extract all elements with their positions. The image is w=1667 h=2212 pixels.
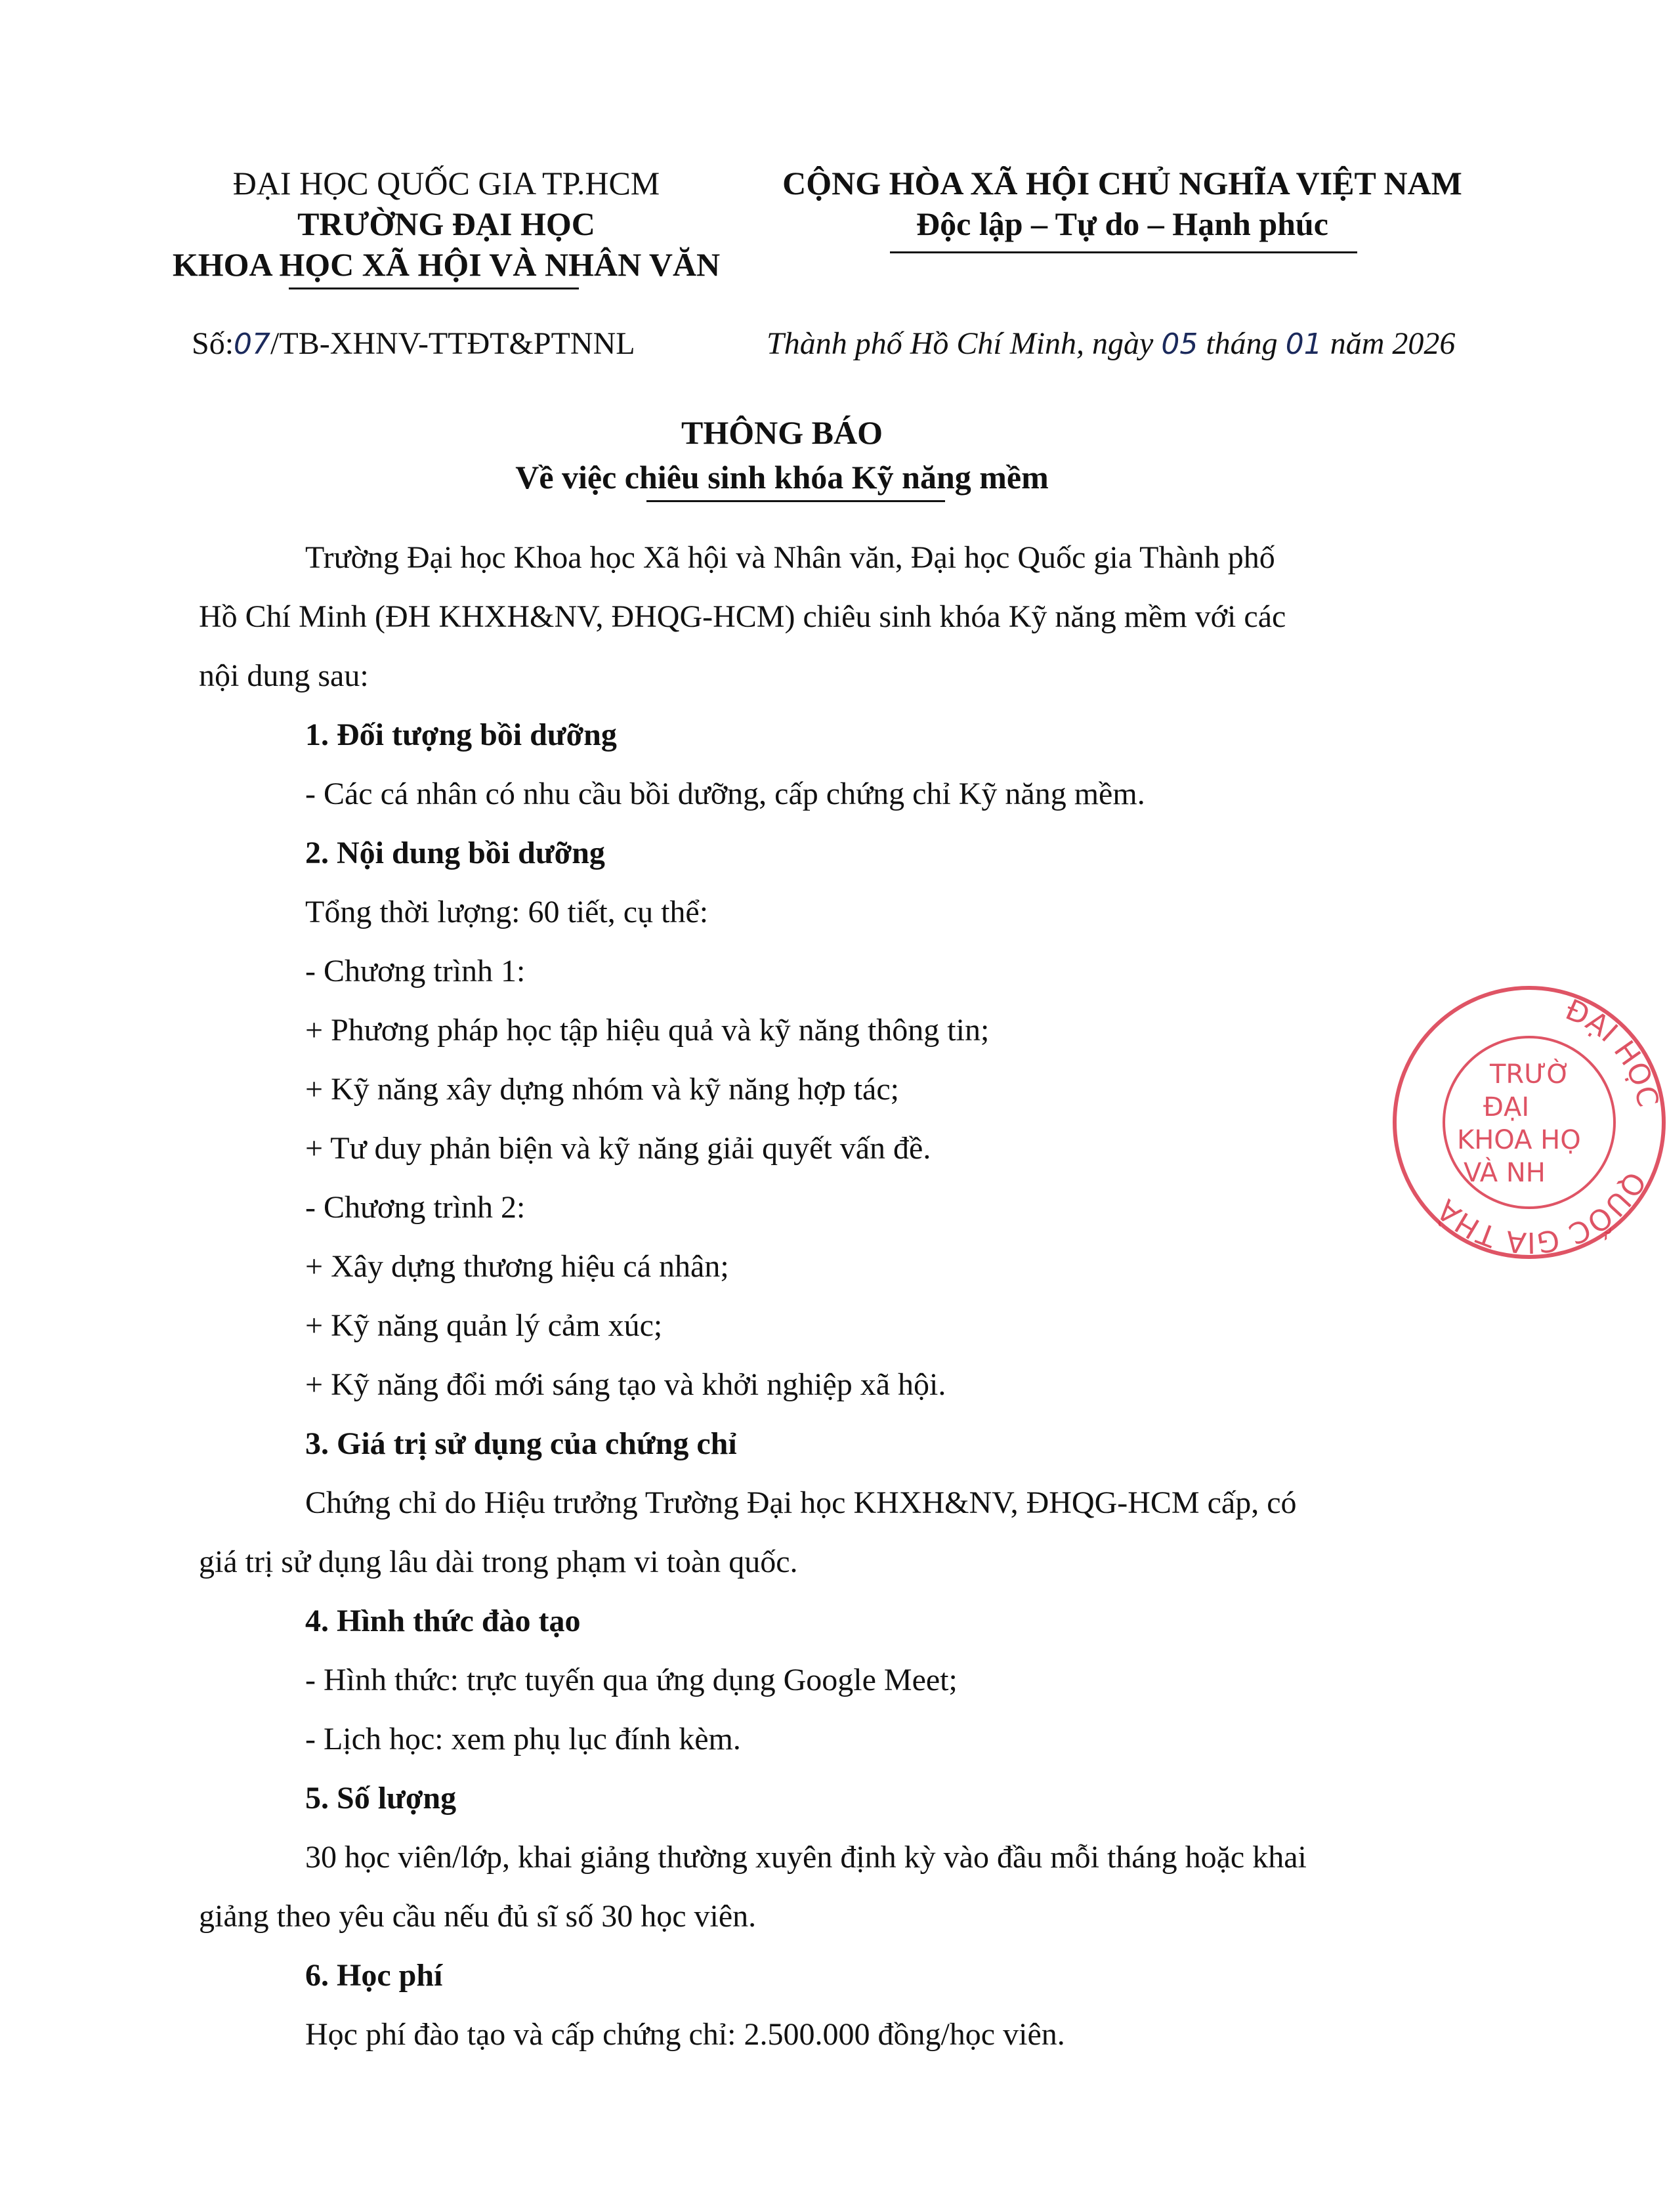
date-prefix: Thành phố Hồ Chí Minh, ngày (767, 326, 1162, 361)
section-3-line-1: Chứng chỉ do Hiệu trưởng Trường Đại học KHXH&NV, ĐHQG-HCM cấp, có (305, 1485, 1297, 1520)
section-5-title: 5. Số lượng (305, 1781, 457, 1816)
ref-prefix: Số: (192, 326, 234, 361)
date-month-handwritten: 01 (1285, 328, 1322, 361)
date-month-label: tháng (1198, 326, 1286, 361)
section-2-line-5: + Tư duy phản biện và kỹ năng giải quyết vấn đề. (305, 1131, 931, 1166)
header-left-line3: KHOA HỌC XÃ HỘI VÀ NHÂN VĂN (172, 246, 721, 283)
section-3-line-2: giá trị sử dụng lâu dài trong phạm vi toàn quốc. (199, 1544, 798, 1579)
intro-line-3: nội dung sau: (199, 658, 369, 693)
intro-line-2: Hồ Chí Minh (ĐH KHXH&NV, ĐHQG-HCM) chiêu sinh khóa Kỹ năng mềm với các (199, 599, 1286, 634)
section-4-line-1: - Hình thức: trực tuyến qua ứng dụng Google Meet; (305, 1663, 958, 1697)
section-1-line-1: - Các cá nhân có nhu cầu bồi dưỡng, cấp chứng chỉ Kỹ năng mềm. (305, 776, 1145, 811)
section-6-line-1: Học phí đào tạo và cấp chứng chỉ: 2.500.000 đồng/học viên. (305, 2017, 1065, 2052)
intro-line-1: Trường Đại học Khoa học Xã hội và Nhân văn, Đại học Quốc gia Thành phố (305, 540, 1275, 575)
header-right-underline (890, 251, 1357, 253)
date-day-handwritten: 05 (1161, 328, 1198, 361)
header-right-line2: Độc lập – Tự do – Hạnh phúc (916, 205, 1328, 242)
notice-subtitle: Về việc chiêu sinh khóa Kỹ năng mềm (515, 459, 1049, 496)
section-2-line-1: Tổng thời lượng: 60 tiết, cụ thể: (305, 895, 709, 929)
header-left-underline (289, 287, 579, 289)
ref-number-handwritten: 07 (234, 328, 271, 361)
date-year: năm 2026 (1322, 326, 1456, 361)
section-2-line-4: + Kỹ năng xây dựng nhóm và kỹ năng hợp tác; (305, 1072, 899, 1107)
section-1-title: 1. Đối tượng bồi dưỡng (305, 717, 617, 752)
section-2-line-9: + Kỹ năng đổi mới sáng tạo và khởi nghiệp xã hội. (305, 1367, 946, 1402)
section-4-line-2: - Lịch học: xem phụ lục đính kèm. (305, 1722, 741, 1756)
seal-ring-text-2: ĐẠI HỌC (1560, 992, 1665, 1110)
section-4-title: 4. Hình thức đào tạo (305, 1604, 581, 1638)
title-underline (646, 500, 945, 502)
section-5-line-2: giảng theo yêu cầu nếu đủ sĩ số 30 học viên. (199, 1899, 757, 1934)
seal-inner-text-4: VÀ NH (1464, 1158, 1546, 1188)
section-6-title: 6. Học phí (305, 1958, 443, 1993)
document-number (192, 326, 635, 362)
section-2-line-6: - Chương trình 2: (305, 1190, 526, 1225)
seal-inner-text-3: KHOA HỌ (1457, 1125, 1581, 1155)
header-right-line1: CỘNG HÒA XÃ HỘI CHỦ NGHĨA VIỆT NAM (782, 165, 1462, 202)
seal-inner-text-1: TRƯỜ (1490, 1059, 1571, 1090)
header-left-line1: ĐẠI HỌC QUỐC GIA TP.HCM (232, 165, 660, 202)
section-3-title: 3. Giá trị sử dụng của chứng chỉ (305, 1426, 737, 1461)
notice-title: THÔNG BÁO (681, 414, 883, 451)
section-2-title: 2. Nội dung bồi dưỡng (305, 836, 605, 870)
seal-inner-text-2: ĐẠI (1483, 1092, 1530, 1122)
section-2-line-8: + Kỹ năng quản lý cảm xúc; (305, 1308, 663, 1343)
ref-suffix: /TB-XHNV-TTĐT&PTNNL (270, 326, 635, 361)
university-seal-stamp (1391, 985, 1667, 1260)
section-2-line-3: + Phương pháp học tập hiệu quả và kỹ năng thông tin; (305, 1013, 990, 1048)
header-left-line2: TRƯỜNG ĐẠI HỌC (297, 205, 595, 242)
header-left (131, 163, 761, 285)
seal-ring-text: QUỐC GIA THÀ (1431, 1166, 1653, 1260)
section-5-line-1: 30 học viên/lớp, khai giảng thường xuyên định kỳ vào đầu mỗi tháng hoặc khai (305, 1840, 1307, 1875)
document-date (767, 326, 1455, 362)
section-2-line-2: - Chương trình 1: (305, 954, 526, 989)
section-2-line-7: + Xây dựng thương hiệu cá nhân; (305, 1249, 729, 1284)
header-right (748, 163, 1496, 244)
